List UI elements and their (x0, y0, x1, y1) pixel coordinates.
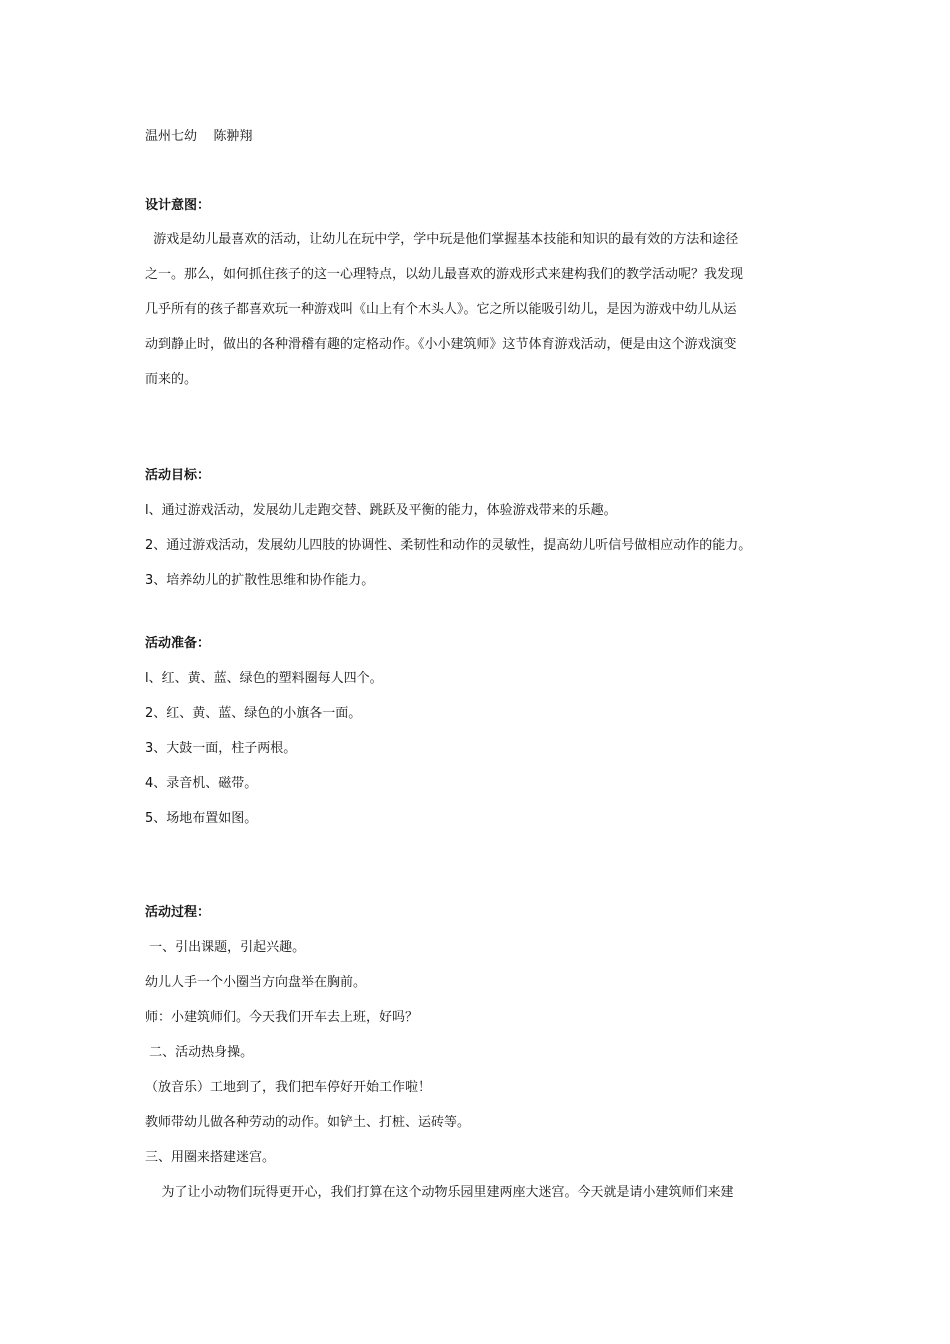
design-paragraph-line: 之一。那么，如何抓住孩子的这一心理特点，以幼儿最喜欢的游戏形式来建构我们的教学活动呢？我发现 (145, 267, 744, 282)
prep-item: 5、场地布置如图。 (145, 811, 258, 826)
prep-item: 3、大鼓一面，柱子两根。 (145, 741, 297, 756)
goal-item: 3、培养幼儿的扩散性思维和协作能力。 (145, 573, 375, 588)
design-paragraph-line: 而来的。 (145, 372, 198, 387)
prep-item: 2、红、黄、蓝、绿色的小旗各一面。 (145, 706, 362, 721)
process-heading: 活动过程： (145, 905, 211, 920)
author-line: 温州七幼 陈翀翔 (145, 129, 253, 144)
process-line: 教师带幼儿做各种劳动的动作。如铲土、打桩、运砖等。 (145, 1115, 471, 1130)
design-paragraph-line: 游戏是幼儿最喜欢的活动，让幼儿在玩中学，学中玩是他们掌握基本技能和知识的最有效的方法和途径 (145, 232, 739, 247)
process-line: 为了让小动物们玩得更开心，我们打算在这个动物乐园里建两座大迷宫。今天就是请小建筑师们来建 (145, 1185, 734, 1200)
design-heading: 设计意图： (145, 198, 211, 213)
process-line: 二、活动热身操。 (145, 1045, 254, 1060)
process-line: 师：小建筑师们。今天我们开车去上班，好吗？ (145, 1010, 419, 1025)
process-line: （放音乐）工地到了，我们把车停好开始工作啦！ (145, 1080, 432, 1095)
goal-item: l、通过游戏活动，发展幼儿走跑交替、跳跃及平衡的能力，体验游戏带来的乐趣。 (145, 503, 617, 518)
goals-heading: 活动目标： (145, 468, 211, 483)
process-line: 三、用圈来搭建迷宫。 (145, 1150, 276, 1165)
design-paragraph-line: 动到静止时，做出的各种滑稽有趣的定格动作。《小小建筑师》这节体育游戏活动，便是由这个游戏演变 (145, 337, 737, 352)
prep-item: 4、录音机、磁带。 (145, 776, 258, 791)
process-line: 一、引出课题，引起兴趣。 (145, 940, 306, 955)
process-line: 幼儿人手一个小圈当方向盘举在胸前。 (145, 975, 367, 990)
design-paragraph-line: 几乎所有的孩子都喜欢玩一种游戏叫《山上有个木头人》。它之所以能吸引幼儿，是因为游戏中幼儿从运 (145, 302, 737, 317)
prep-item: l、红、黄、蓝、绿色的塑料圈每人四个。 (145, 671, 383, 686)
goal-item: 2、通过游戏活动，发展幼儿四肢的协调性、柔韧性和动作的灵敏性，提高幼儿听信号做相应动作的能力。 (145, 538, 752, 553)
prep-heading: 活动准备： (145, 636, 211, 651)
